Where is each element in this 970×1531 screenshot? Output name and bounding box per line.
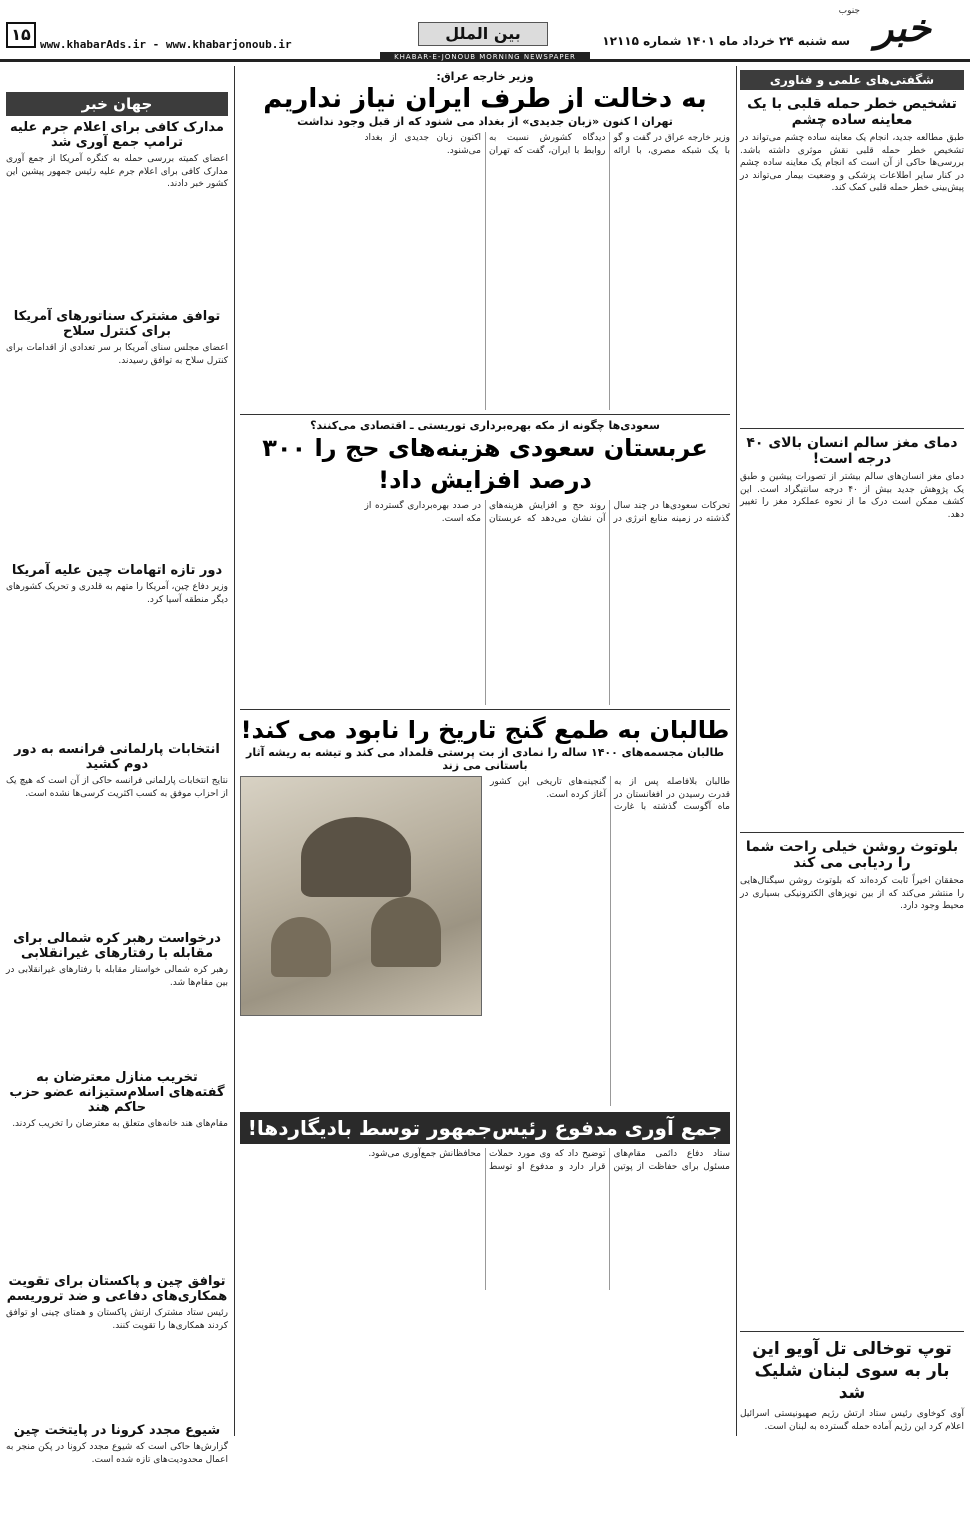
story-brain-temp-body: دمای مغز انسان‌های سالم بیشتر از تصورات پیشین و طبق یک پژوهش جدید بیش از ۴۰ درجه سانتیگراد است. این کشف ممکن است درک ما از نحوه عملکرد مغز را تغییر دهد. <box>740 472 964 520</box>
kicker-saudi: سعودی‌ها چگونه از مکه بهره‌برداری توریستی ـ اقتصادی می‌کنند؟ <box>310 419 660 432</box>
column-divider-left <box>234 66 235 1436</box>
subhead-iraq: تهران ا کنون «زبان جدیدی» از بغداد می شنود که از قبل وجود نداشت <box>297 115 673 128</box>
story-telaviv-title: توپ توخالی تل آویو این بار به سوی لبنان شلیک شد <box>752 1339 952 1403</box>
article-taliban-cont <box>240 1020 482 1106</box>
science-column <box>740 94 964 1430</box>
story-eye-heart-body: طبق مطالعه جدید، انجام یک معاینه ساده چشم می‌تواند در تشخیص خطر حمله قلبی نقش موثری داشته باشد. بررسی‌ها حاکی از آن است که انجام یک معاینه ساده چشم در کنار سایر اطلاعات پزشکی و وضعیت بیمار می‌تواند در پیش‌بینی خطر حمله قلبی کمک کند. <box>740 133 964 193</box>
archaeology-photo <box>240 776 482 1016</box>
news-title-india: تخریب منازل معترضان به گفته‌های اسلام‌ستیزانه عضو حزب حاکم هند <box>9 1070 225 1115</box>
headline-saudi: عربستان سعودی هزینه‌های حج را ۳۰۰ درصد افزایش داد! <box>262 434 708 494</box>
news-title-north-korea: درخواست رهبر کره شمالی برای مقابله با رفتارهای غیرانقلابی <box>13 931 221 961</box>
logo: خبر <box>875 5 931 50</box>
news-body-senate: اعضای مجلس سنای آمریکا بر سر تعدادی از اقدامات برای کنترل سلاح به توافق رسیدند. <box>6 343 228 366</box>
story-brain-temp-title: دمای مغز سالم انسان بالای ۴۰ درجه است! <box>746 435 958 467</box>
headline-taliban: طالبان به طمع گنج تاریخ را نابود می کند! <box>240 716 730 744</box>
banner-putin: جمع آوری مدفوع رئیس‌جمهور توسط بادیگاردها! <box>240 1112 730 1144</box>
article-putin: ستاد دفاع دائمی مقام‌های مسئول برای حفاظت از پوتین توضیح داد که وی مورد حملات قرار دارد و مدفوع او توسط محافظانش جمع‌آوری می‌شود. <box>368 1149 730 1172</box>
news-title-china-us: دور تازه اتهامات چین علیه آمریکا <box>11 563 223 578</box>
news-body-china-pakistan: رئیس ستاد مشترک ارتش پاکستان و همتای چینی او توافق کردند همکاری‌ها را تقویت کنند. <box>6 1308 228 1331</box>
page-number: ۱۵ <box>6 22 36 48</box>
world-news-tag: جهان خبر <box>6 92 228 116</box>
story-telaviv-body: آوی کوخاوی رئیس ستاد ارتش رژیم صهیونیستی اسرائیل اعلام کرد این رژیم آماده حمله گسترده به لبنان است. <box>740 1409 964 1432</box>
story-eye-heart-title: تشخیص خطر حمله قلبی با یک معاینه ساده چشم <box>747 96 957 128</box>
column-divider <box>736 66 737 1436</box>
news-body-trump: اعضای کمیته بررسی حمله به کنگره آمریکا از جمع آوری مدارک کافی برای اعلام جرم علیه رئیس جمهور پیشین این کشور خبر دادند. <box>6 154 228 189</box>
science-section-tag: شگفتی‌های علمی و فناوری <box>740 70 964 90</box>
news-body-china-us: وزیر دفاع چین، آمریکا را متهم به قلدری و تحریک کشورهای دیگر منطقه آسیا کرد. <box>6 582 228 605</box>
story-bluetooth-body: محققان اخیراً ثابت کرده‌اند که بلوتوث روشن سیگنال‌هایی را منتشر می‌کند که از بین نویزهای الکترونیکی بسیاری در محیط وجود دارد. <box>740 876 964 911</box>
article-taliban: طالبان بلافاصله پس از به قدرت رسیدن در افغانستان در ماه آگوست گذشته با غارت گنجینه‌های تاریخی این کشور آغاز کرده است. <box>490 777 730 812</box>
issue-date: سه شنبه ۲۴ خرداد ماه ۱۴۰۱ شماره ۱۲۱۱۵ <box>602 34 850 48</box>
article-saudi: تحرکات سعودی‌ها در چند سال گذشته در زمینه منابع انرژی در روند حج و افزایش هزینه‌های آن نشان می‌دهد که عربستان در صدد بهره‌برداری گسترده از مکه است. <box>364 501 730 524</box>
logo-subtitle: جنوب <box>838 6 860 16</box>
headline-iraq: به دخالت از طرف ایران نیاز نداریم <box>263 84 707 114</box>
section-title: بین الملل <box>418 22 548 46</box>
taliban-story <box>240 776 730 1106</box>
news-title-france: انتخابات پارلمانی فرانسه به دور دوم کشید <box>14 742 220 772</box>
masthead <box>0 0 970 62</box>
website-url[interactable]: www.khabarAds.ir - www.khabarjonoub.ir <box>40 38 292 51</box>
subhead-taliban: طالبان مجسمه‌های ۱۴۰۰ ساله را نمادی از بت پرستی قلمداد می کند و تیشه به ریشه آثار باستانی می زند <box>246 746 724 772</box>
news-title-senate: توافق مشترک سناتورهای آمریکا برای کنترل سلاح <box>13 309 221 339</box>
article-iraq: وزیر خارجه عراق در گفت و گو با یک شبکه مصری، با ارائه دیدگاه کشورش نسبت به روابط با ایران، گفت که تهران اکنون زبان جدیدی از بغداد می‌شنود. <box>364 133 730 156</box>
world-news-column <box>6 120 228 1465</box>
news-title-covid: شیوع مجدد کرونا در پایتخت چین <box>13 1423 221 1438</box>
news-body-north-korea: رهبر کره شمالی خواستار مقابله با رفتارهای غیرانقلابی در بین مقام‌ها شد. <box>6 965 228 988</box>
kicker-iraq: وزیر خارجه عراق: <box>436 70 534 83</box>
story-bluetooth-title: بلوتوث روشن خیلی راحت شما را ردیابی می کند <box>745 839 959 871</box>
news-body-india: مقام‌های هند خانه‌های متعلق به معترضان را تخریب کردند. <box>12 1119 228 1129</box>
news-title-trump: مدارک کافی برای اعلام جرم علیه ترامپ جمع آوری شد <box>10 120 224 150</box>
news-body-covid: گزارش‌ها حاکی است که شیوع مجدد کرونا در پکن منجر به اعمال محدودیت‌های تازه شده است. <box>6 1442 228 1465</box>
newspaper-strip: KHABAR-E-JONOUB MORNING NEWSPAPER <box>380 52 590 62</box>
news-title-china-pakistan: توافق چین و پاکستان برای تقویت همکاری‌های دفاعی و ضد تروریسم <box>6 1274 228 1304</box>
main-content <box>240 70 730 1436</box>
news-body-france: نتایج انتخابات پارلمانی فرانسه حاکی از آن است که هیچ یک از احزاب موفق به کسب اکثریت کرسی‌ها نشده است. <box>6 776 228 799</box>
